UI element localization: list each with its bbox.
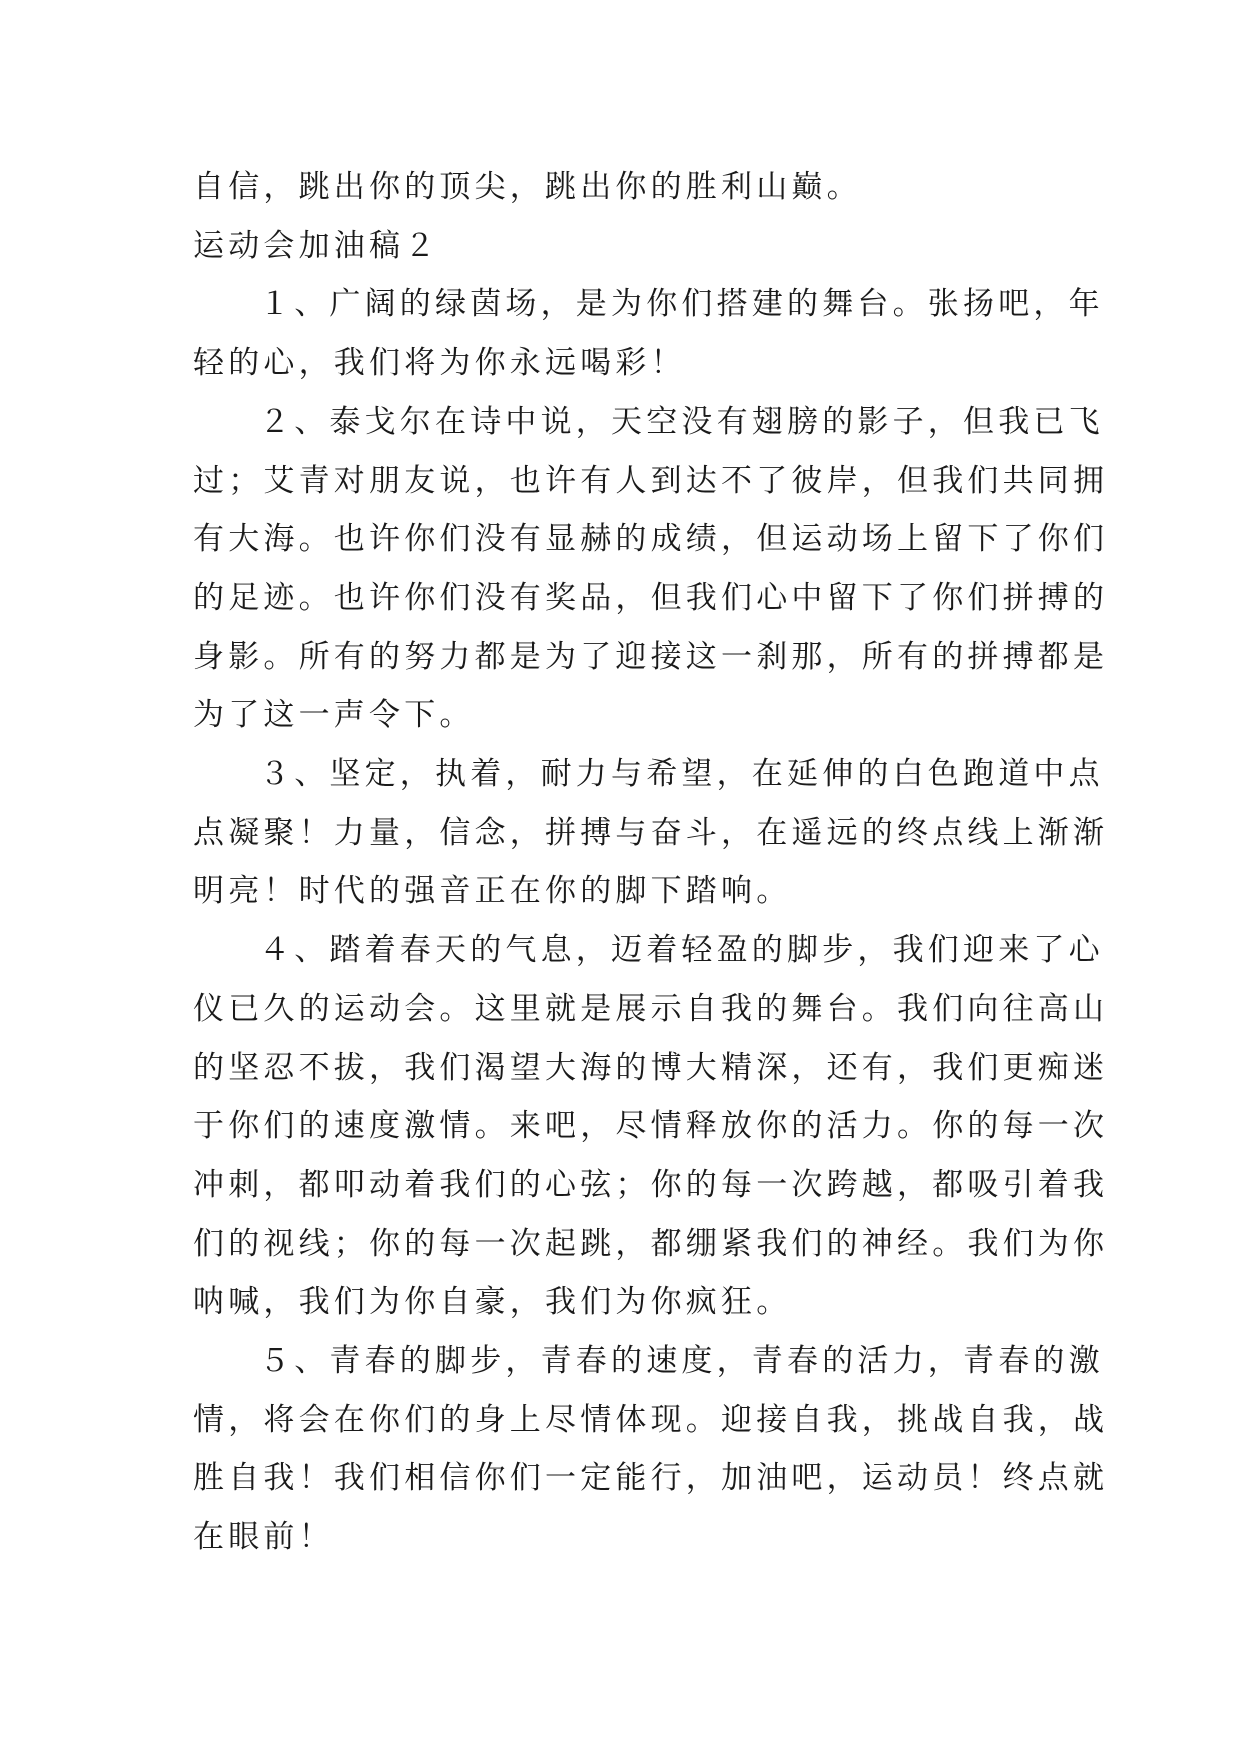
paragraph-line: 在眼前！: [193, 1519, 334, 1556]
paragraph-line: 仪已久的运动会。这里就是展示自我的舞台。我们向往高山: [193, 990, 1109, 1027]
paragraph-line: 轻的心，我们将为你永远喝彩！: [193, 345, 686, 382]
paragraph-line: 情，将会在你们的身上尽情体现。迎接自我，挑战自我，战: [193, 1401, 1109, 1438]
paragraph-line: 的坚忍不拔，我们渴望大海的博大精深，还有，我们更痴迷: [193, 1049, 1109, 1086]
paragraph-line: ４、踏着春天的气息，迈着轻盈的脚步，我们迎来了心: [259, 932, 1104, 969]
paragraph-line: 为了这一声令下。: [193, 697, 475, 734]
paragraph-line: ２、泰戈尔在诗中说，天空没有翅膀的影子，但我已飞: [259, 403, 1104, 440]
paragraph-line: 有大海。也许你们没有显赫的成绩，但运动场上留下了你们: [193, 521, 1109, 558]
paragraph-line: 们的视线；你的每一次起跳，都绷紧我们的神经。我们为你: [193, 1225, 1109, 1262]
paragraph-line: ３、坚定，执着，耐力与希望，在延伸的白色跑道中点: [259, 756, 1104, 793]
paragraph-line: 明亮！时代的强音正在你的脚下踏响。: [193, 873, 792, 910]
continuation-text: 自信，跳出你的顶尖，跳出你的胜利山巅。: [193, 169, 862, 205]
paragraph-line: 冲刺，都叩动着我们的心弦；你的每一次跨越，都吸引着我: [193, 1166, 1109, 1203]
paragraph-4: [193, 921, 1109, 1332]
paragraph-line: １、广阔的绿茵场，是为你们搭建的舞台。张扬吧，年: [259, 286, 1104, 323]
paragraph-5: [193, 1332, 1109, 1567]
paragraph-line: ５、青春的脚步，青春的速度，青春的活力，青春的激: [259, 1343, 1104, 1380]
paragraph-line: 点凝聚！力量，信念，拼搏与奋斗，在遥远的终点线上渐渐: [193, 814, 1109, 851]
paragraph-1: [193, 275, 1104, 392]
paragraph-3: [193, 745, 1109, 921]
paragraph-2: [193, 393, 1109, 745]
paragraph-line: 的足迹。也许你们没有奖品，但我们心中留下了你们拼搏的: [193, 579, 1109, 616]
section-title: 运动会加油稿２: [193, 227, 440, 264]
paragraph-line: 于你们的速度激情。来吧，尽情释放你的活力。你的每一次: [193, 1108, 1109, 1145]
paragraph-line: 过；艾青对朋友说，也许有人到达不了彼岸，但我们共同拥: [193, 462, 1109, 499]
paragraph-line: 身影。所有的努力都是为了迎接这一刹那，所有的拼搏都是: [193, 638, 1109, 675]
paragraph-line: 呐喊，我们为你自豪，我们为你疯狂。: [193, 1284, 792, 1321]
paragraph-line: 胜自我！我们相信你们一定能行，加油吧，运动员！终点就: [193, 1460, 1109, 1497]
document-page: [193, 158, 1109, 1567]
